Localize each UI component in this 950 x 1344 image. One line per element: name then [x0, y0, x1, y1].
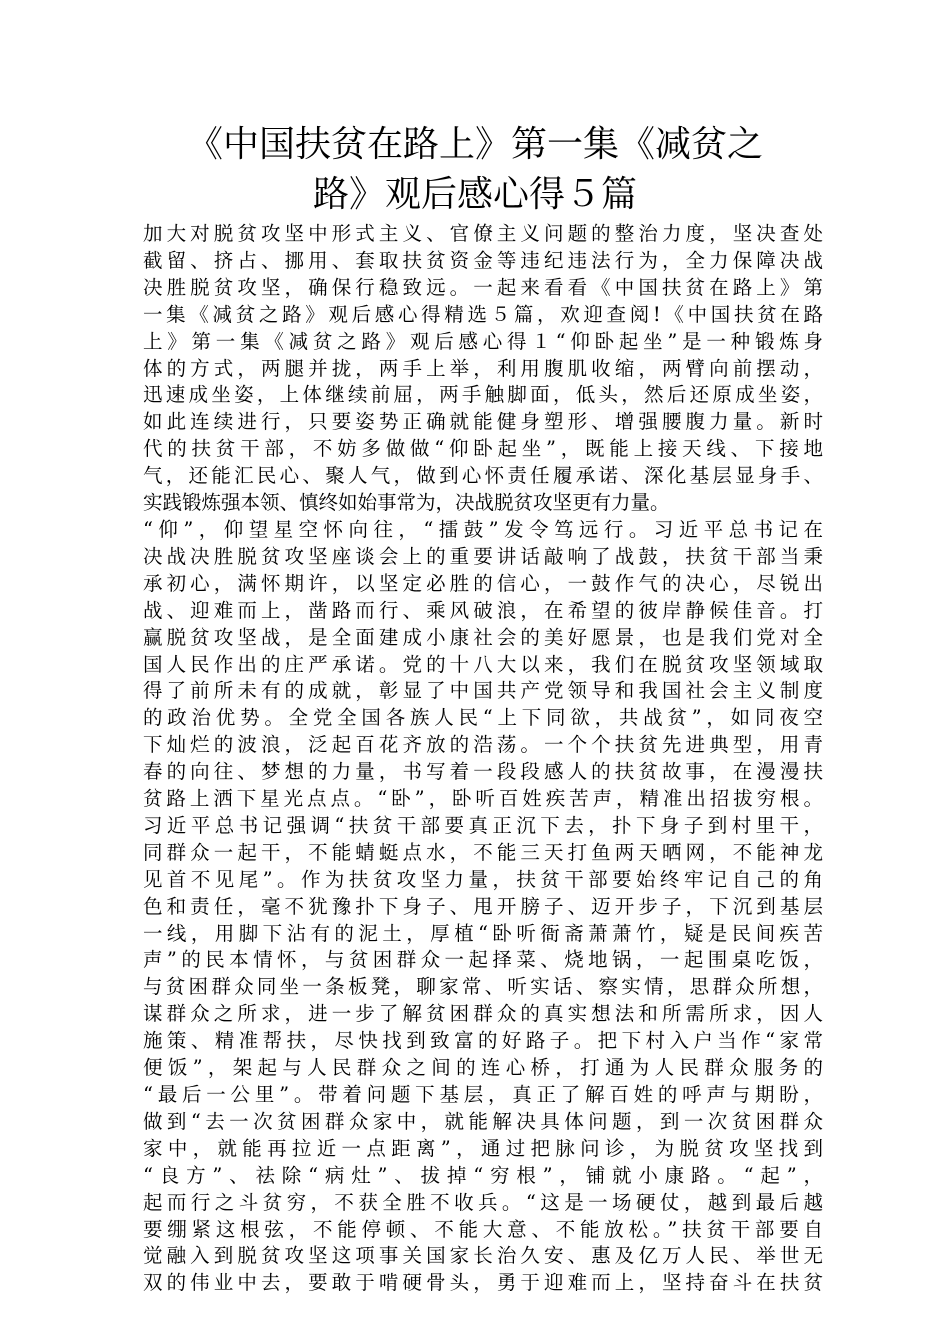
body-line: 加大对脱贫攻坚中形式主义、官僚主义问题的整治力度，坚决查处: [143, 222, 823, 245]
body-line: 迅速成坐姿，上体继续前屈，两手触脚面，低头，然后还原成坐姿，: [143, 383, 823, 407]
body-line: 上》第一集《减贫之路》观后感心得１“仰卧起坐”是一种锻炼身: [143, 329, 823, 353]
body-line: “良方”、祛除“病灶”、拔掉“穷根”，铺就小康路。“起”，: [143, 1163, 823, 1187]
body-line: 下灿烂的波浪，泛起百花齐放的浩荡。一个个扶贫先进典型，用青: [143, 733, 823, 757]
title-line: 《中国扶贫在路上》第一集《减贫之: [186, 124, 763, 165]
body-line: 体的方式，两腿并拢，两手上举，利用腹肌收缩，两臂向前摆动，: [143, 356, 823, 380]
body-line: 一线，用脚下沾有的泥土，厚植“卧听衙斋萧萧竹，疑是民间疾苦: [143, 921, 823, 945]
body-line: 春的向往、梦想的力量，书写着一段段感人的扶贫故事，在漫漫扶: [143, 760, 823, 784]
body-line: 觉融入到脱贫攻坚这项事关国家长治久安、惠及亿万人民、举世无: [143, 1244, 823, 1268]
body-line: 与贫困群众同坐一条板凳，聊家常、听实话、察实情，思群众所想，: [143, 975, 823, 999]
body-line: 家中，就能再拉近一点距离”，通过把脉问诊，为脱贫攻坚找到: [143, 1136, 823, 1160]
body-line: 一集《减贫之路》观后感心得精选５篇，欢迎查阅!《中国扶贫在路: [143, 302, 823, 326]
body-line: 贫路上洒下星光点点。“卧”，卧听百姓疾苦声，精准出招拔穷根。: [143, 787, 823, 811]
title-line: 路》观后感心得５篇: [312, 174, 637, 215]
body-line: 见首不见尾”。作为扶贫攻坚力量，扶贫干部要始终牢记自己的角: [143, 867, 823, 891]
body-line: 气，还能汇民心、聚人气，做到心怀责任履承诺、深化基层显身手、: [143, 464, 823, 488]
body-line: 同群众一起干，不能蜻蜓点水，不能三天打鱼两天晒网，不能神龙: [143, 840, 823, 864]
body-line: 要绷紧这根弦，不能停顿、不能大意、不能放松。”扶贫干部要自: [143, 1217, 823, 1241]
body-line: 声”的民本情怀，与贫困群众一起择菜、烧地锅，一起围桌吃饭，: [143, 948, 823, 972]
body-line: 如此连续进行，只要姿势正确就能健身塑形、增强腰腹力量。新时: [143, 410, 823, 434]
body-line: 得了前所未有的成就，彰显了中国共产党领导和我国社会主义制度: [143, 679, 823, 703]
body-line: 截留、挤占、挪用、套取扶贫资金等违纪违法行为，全力保障决战: [143, 248, 823, 272]
body-line: 色和责任，毫不犹豫扑下身子、甩开膀子、迈开步子，下沉到基层: [143, 894, 823, 918]
body-line: 施策、精准帮扶，尽快找到致富的好路子。把下村入户当作“家常: [143, 1029, 823, 1053]
body-line: 双的伟业中去，要敢于啃硬骨头，勇于迎难而上，坚持奋斗在扶贫: [143, 1271, 823, 1295]
body-line: 战、迎难而上，凿路而行、乘风破浪，在希望的彼岸静候佳音。打: [143, 598, 823, 622]
body-line: 决战决胜脱贫攻坚座谈会上的重要讲话敲响了战鼓，扶贫干部当秉: [143, 544, 823, 568]
body-line: 国人民作出的庄严承诺。党的十八大以来，我们在脱贫攻坚领域取: [143, 652, 823, 676]
body-line: 做到“去一次贫困群众家中，就能解决具体问题，到一次贫困群众: [143, 1109, 823, 1133]
body-line: “最后一公里”。带着问题下基层，真正了解百姓的呼声与期盼，: [143, 1083, 823, 1106]
body-line: 起而行之斗贫穷，不获全胜不收兵。“这是一场硬仗，越到最后越: [143, 1190, 823, 1214]
body-line: 的政治优势。全党全国各族人民“上下同欲，共战贫”，如同夜空: [143, 706, 823, 730]
body-line: 实践锻炼强本领、慎终如始事常为，决战脱贫攻坚更有力量。: [143, 491, 670, 515]
body-line: “仰”，仰望星空怀向往，“擂鼓”发令笃远行。习近平总书记在: [143, 517, 823, 541]
document-title: [150, 120, 800, 220]
body-line: 赢脱贫攻坚战，是全面建成小康社会的美好愿景，也是我们党对全: [143, 625, 823, 649]
body-line: 决胜脱贫攻坚，确保行稳致远。一起来看看《中国扶贫在路上》第: [143, 275, 823, 299]
body-line: 代的扶贫干部，不妨多做做“仰卧起坐”，既能上接天线、下接地: [143, 437, 823, 461]
body-line: 便饭”，架起与人民群众之间的连心桥，打通为人民群众服务的: [143, 1056, 823, 1080]
body-line: 习近平总书记强调“扶贫干部要真正沉下去，扑下身子到村里干，: [143, 813, 823, 837]
document-body: [143, 221, 823, 1297]
body-line: 谋群众之所求，进一步了解贫困群众的真实想法和所需所求，因人: [143, 1002, 823, 1026]
body-line: 承初心，满怀期许，以坚定必胜的信心，一鼓作气的决心，尽锐出: [143, 571, 823, 595]
